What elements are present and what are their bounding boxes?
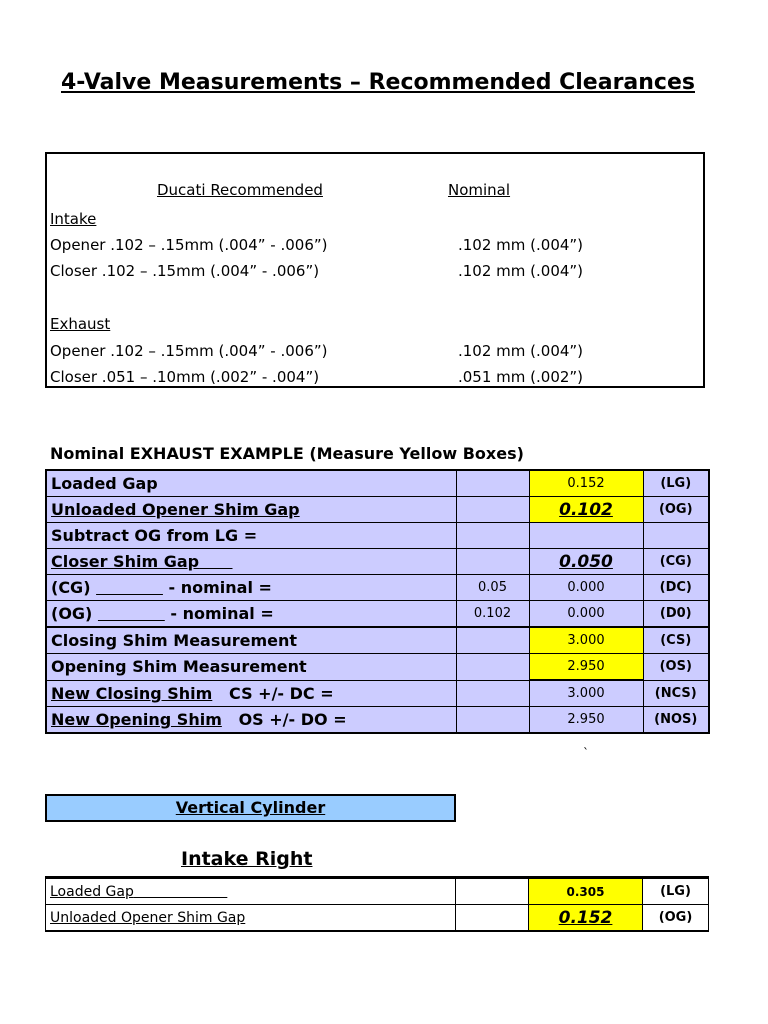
do-label: (OG) - nominal = <box>46 601 456 628</box>
intake-right-heading: Intake Right <box>181 848 313 870</box>
table-row <box>46 878 709 905</box>
exhaust-example-heading: Nominal EXHAUST EXAMPLE (Measure Yellow Boxes) <box>50 444 524 463</box>
intake-opener-nominal: .102 mm (.004”) <box>458 236 584 254</box>
ir-unloaded-opener-code: (OG) <box>643 905 709 932</box>
exhaust-opener-spec: Opener .102 – .15mm (.004” - .006”) <box>50 342 328 360</box>
new-opening-shim-code: (NOS) <box>643 707 709 734</box>
ir-unloaded-opener-label: Unloaded Opener Shim Gap <box>46 905 456 932</box>
table-row <box>46 654 709 681</box>
recommended-clearances-box <box>45 152 705 388</box>
table-row <box>46 905 709 932</box>
intake-opener-spec: Opener .102 – .15mm (.004” - .006”) <box>50 236 328 254</box>
closer-shim-gap-code: (CG) <box>643 549 709 575</box>
table-row <box>46 707 709 734</box>
table-row <box>46 523 709 549</box>
ir-unloaded-opener-value[interactable]: 0.152 <box>529 905 643 932</box>
opening-shim-value[interactable]: 2.950 <box>529 654 643 681</box>
table-row <box>46 497 709 523</box>
table-row <box>46 470 709 497</box>
unloaded-opener-code: (OG) <box>643 497 709 523</box>
nominal-header: Nominal <box>448 181 511 199</box>
new-opening-shim-label: New Opening Shim OS +/- DO = <box>46 707 456 734</box>
closer-shim-gap-label: Closer Shim Gap <box>46 549 456 575</box>
unloaded-opener-value[interactable]: 0.102 <box>529 497 643 523</box>
dc-nominal: 0.05 <box>456 575 529 601</box>
new-closing-shim-value: 3.000 <box>529 680 643 707</box>
closer-shim-gap-mid <box>456 549 529 575</box>
loaded-gap-code: (LG) <box>643 470 709 497</box>
intake-label: Intake <box>50 210 97 228</box>
subtract-value <box>529 523 643 549</box>
page-title: 4-Valve Measurements – Recommended Clearances <box>61 70 695 95</box>
table-row <box>46 680 709 707</box>
stray-mark: ` <box>583 746 589 760</box>
dc-code: (DC) <box>643 575 709 601</box>
ir-loaded-gap-value[interactable]: 0.305 <box>529 878 643 905</box>
do-code: (D0) <box>643 601 709 628</box>
ducati-recommended-header: Ducati Recommended <box>157 181 323 199</box>
opening-shim-code: (OS) <box>643 654 709 681</box>
intake-closer-nominal: .102 mm (.004”) <box>458 262 584 280</box>
subtract-label: Subtract OG from LG = <box>46 523 456 549</box>
subtract-code <box>643 523 709 549</box>
dc-value: 0.000 <box>529 575 643 601</box>
closing-shim-label: Closing Shim Measurement <box>46 627 456 654</box>
opening-shim-mid <box>456 654 529 681</box>
do-nominal: 0.102 <box>456 601 529 628</box>
new-closing-shim-label: New Closing Shim CS +/- DC = <box>46 680 456 707</box>
new-opening-shim-mid <box>456 707 529 734</box>
do-value: 0.000 <box>529 601 643 628</box>
intake-closer-spec: Closer .102 – .15mm (.004” - .006”) <box>50 262 320 280</box>
new-closing-shim-code: (NCS) <box>643 680 709 707</box>
opening-shim-label: Opening Shim Measurement <box>46 654 456 681</box>
new-closing-shim-mid <box>456 680 529 707</box>
unloaded-opener-mid <box>456 497 529 523</box>
vertical-cylinder-header <box>45 794 456 822</box>
table-row <box>46 601 709 628</box>
ir-loaded-gap-label: Loaded Gap <box>46 878 456 905</box>
ir-unloaded-opener-mid <box>456 905 529 932</box>
exhaust-opener-nominal: .102 mm (.004”) <box>458 342 584 360</box>
intake-right-table <box>45 876 709 932</box>
closing-shim-code: (CS) <box>643 627 709 654</box>
ir-loaded-gap-code: (LG) <box>643 878 709 905</box>
table-row <box>46 575 709 601</box>
table-row <box>46 627 709 654</box>
ir-loaded-gap-mid <box>456 878 529 905</box>
loaded-gap-mid <box>456 470 529 497</box>
loaded-gap-label: Loaded Gap <box>46 470 456 497</box>
table-row <box>46 549 709 575</box>
subtract-mid <box>456 523 529 549</box>
exhaust-label: Exhaust <box>50 315 111 333</box>
exhaust-closer-nominal: .051 mm (.002”) <box>458 368 584 386</box>
closer-shim-gap-value: 0.050 <box>529 549 643 575</box>
unloaded-opener-label: Unloaded Opener Shim Gap <box>46 497 456 523</box>
new-opening-shim-value: 2.950 <box>529 707 643 734</box>
closing-shim-value[interactable]: 3.000 <box>529 627 643 654</box>
vertical-cylinder-label: Vertical Cylinder <box>175 798 326 817</box>
exhaust-closer-spec: Closer .051 – .10mm (.002” - .004”) <box>50 368 320 386</box>
dc-label: (CG) - nominal = <box>46 575 456 601</box>
exhaust-example-table <box>45 469 710 734</box>
closing-shim-mid <box>456 627 529 654</box>
loaded-gap-value[interactable]: 0.152 <box>529 470 643 497</box>
